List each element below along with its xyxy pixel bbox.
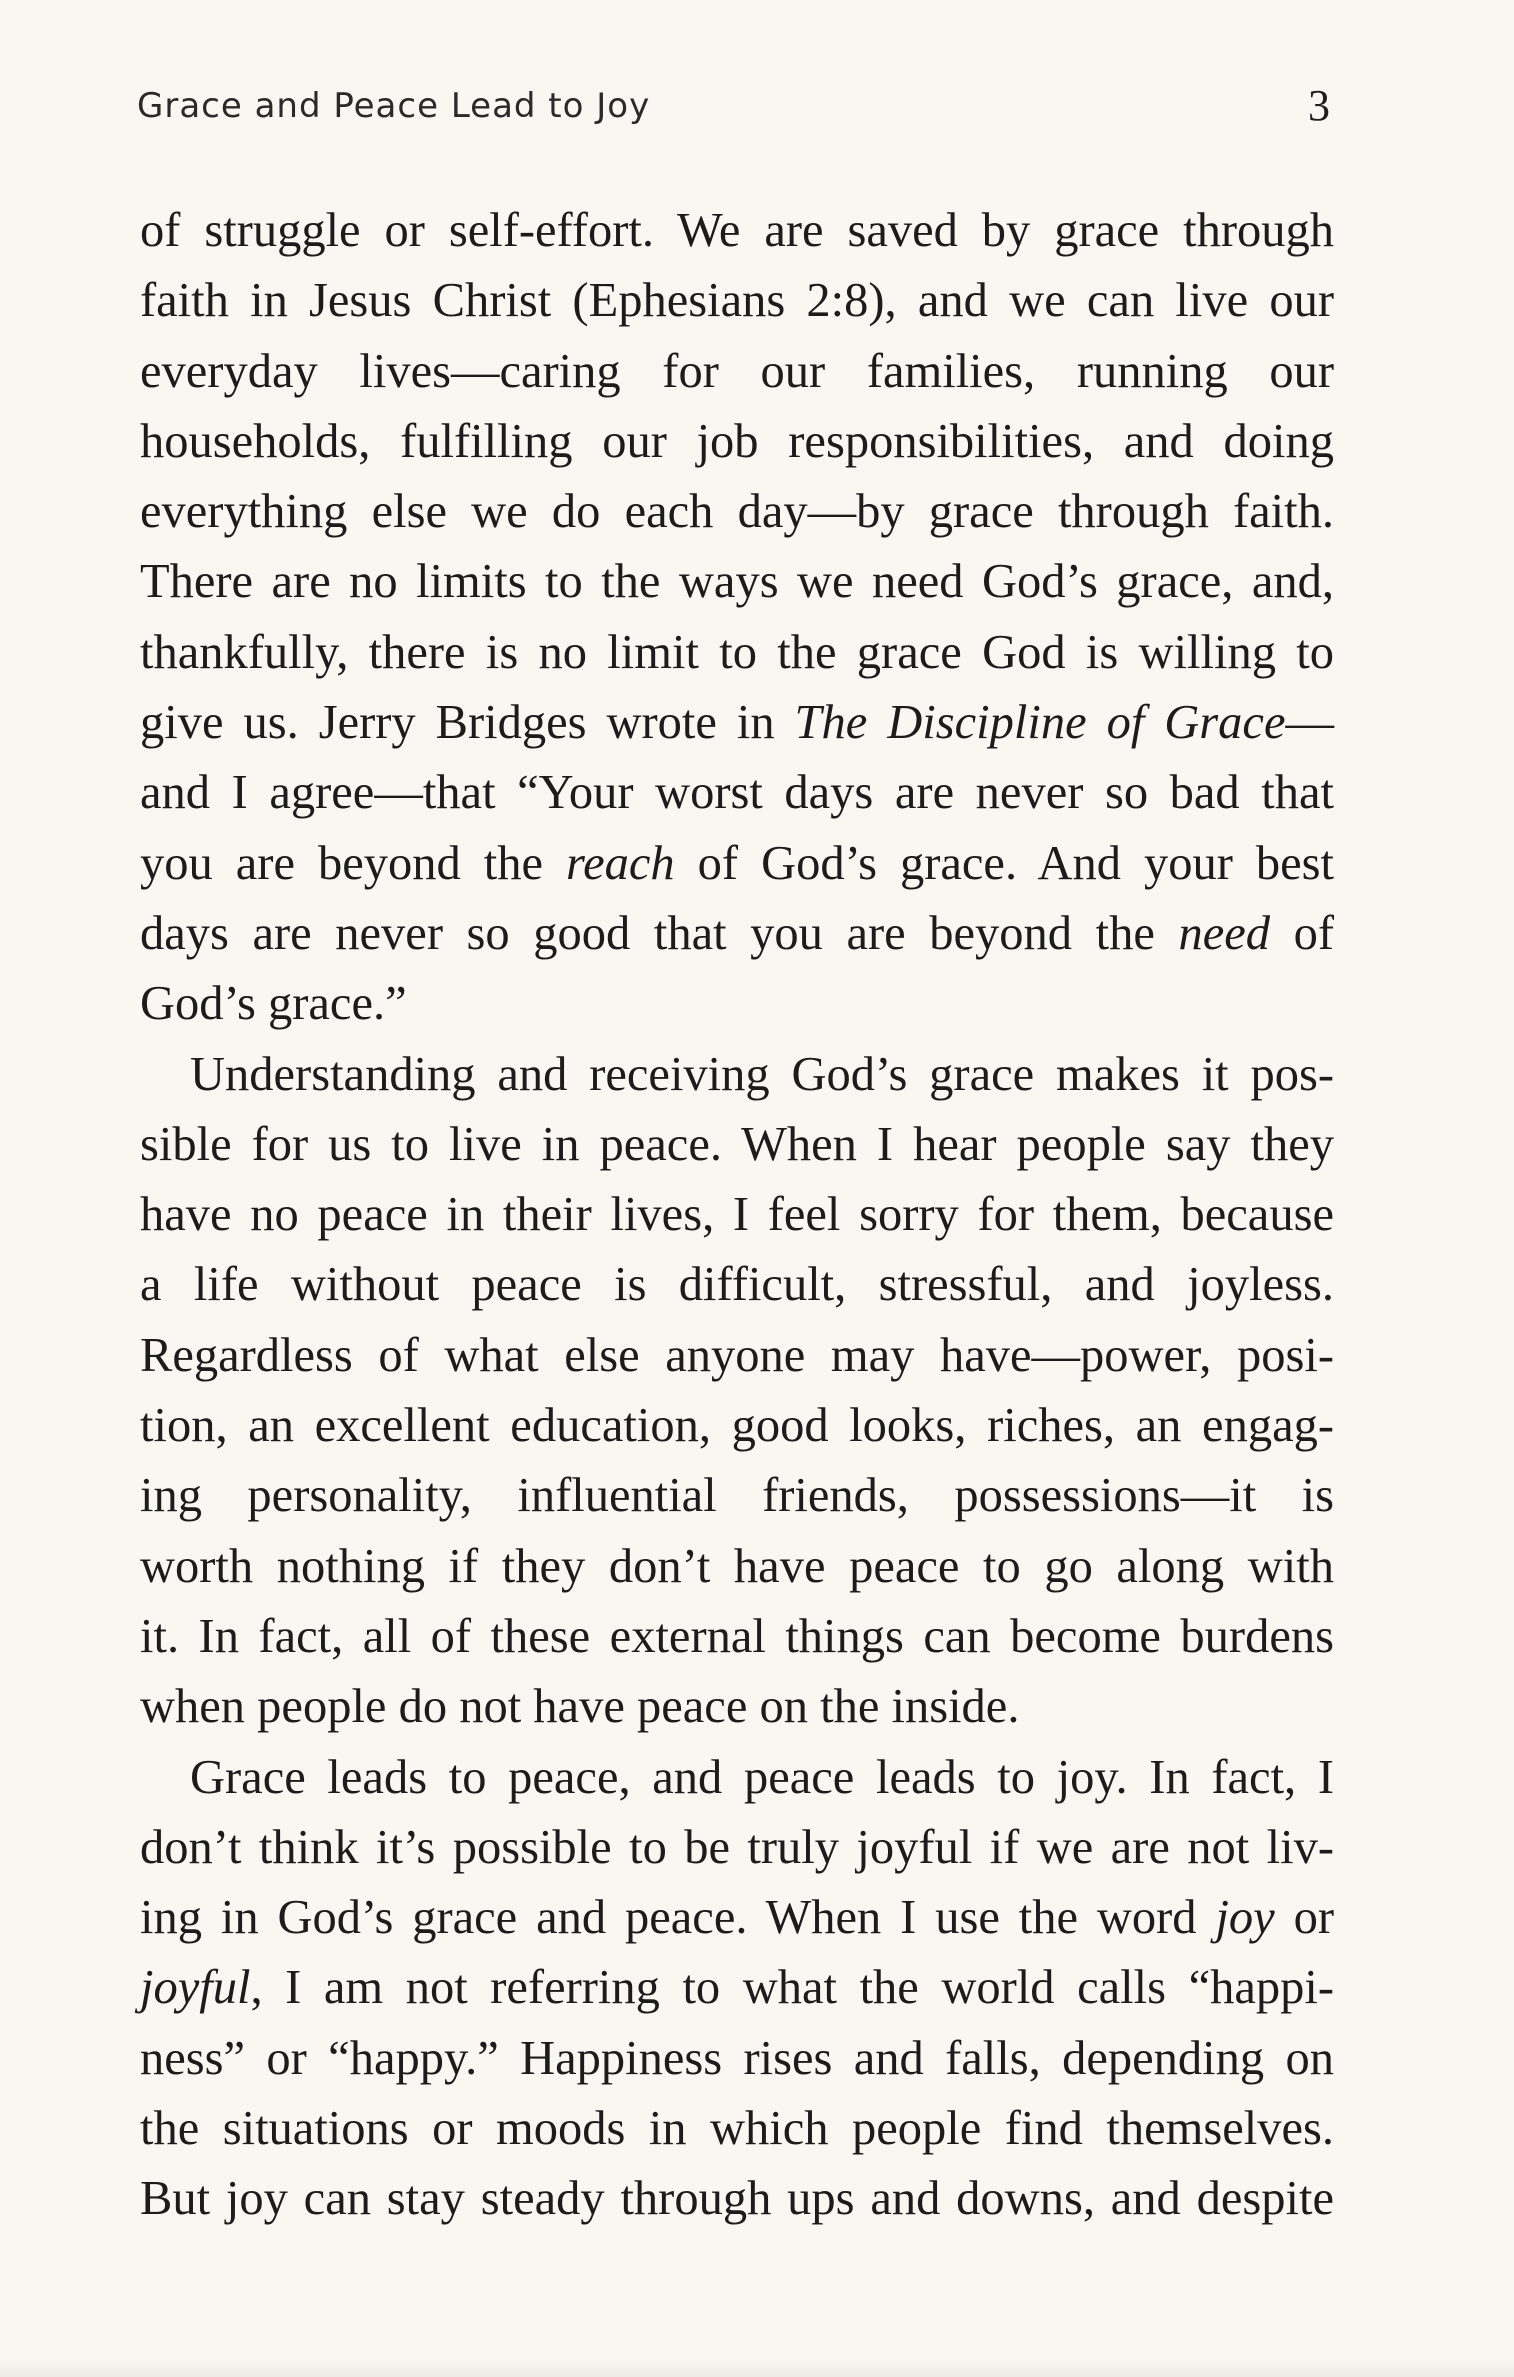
text-line: of struggle or self-effort. We are saved by grace through <box>140 204 1334 257</box>
text-line: the situations or moods in which people find themselves. <box>140 2102 1334 2156</box>
text-line: faith in Jesus Christ (Ephesians 2:8), and we can live our <box>140 274 1334 328</box>
paragraph-1 <box>140 196 1334 1040</box>
text-segment: days are never so good that you are beyond the <box>140 906 1179 960</box>
paragraph-3 <box>140 1743 1334 2235</box>
running-head-title: Grace and Peace Lead to Joy <box>137 86 651 126</box>
text-line: everyday lives—caring for our families, running our <box>140 344 1334 398</box>
text-segment: of God’s grace. And your best <box>674 836 1334 890</box>
text-segment: ing in God’s grace and peace. When I use the word <box>140 1891 1216 1945</box>
text-line <box>140 1953 1334 2023</box>
emphasis-italic: reach <box>566 836 675 890</box>
scan-bottom-edge <box>0 2359 1514 2377</box>
text-segment: , I am not referring to what the world calls “happi- <box>250 1961 1334 2015</box>
paragraph-2 <box>140 1040 1334 1743</box>
text-line: a life without peace is difficult, stressful, and joyless. <box>140 1258 1334 1312</box>
emphasis-italic: joyful <box>140 1961 251 2015</box>
text-line: sible for us to live in peace. When I hear people say they <box>140 1117 1334 1171</box>
text-line <box>140 899 1334 969</box>
text-line: ness” or “happy.” Happiness rises and falls, depending on <box>140 2031 1334 2085</box>
text-line: worth nothing if they don’t have peace to go along with <box>140 1539 1334 1593</box>
text-line: don’t think it’s possible to be truly joyful if we are not liv- <box>140 1820 1334 1874</box>
text-line <box>140 688 1334 758</box>
text-line: everything else we do each day—by grace through faith. <box>140 485 1334 539</box>
text-line: have no peace in their lives, I feel sorry for them, because <box>140 1188 1334 1242</box>
emphasis-italic: need <box>1178 906 1271 960</box>
text-line: Grace leads to peace, and peace leads to joy. In fact, I <box>190 1750 1334 1804</box>
text-segment: — <box>1285 696 1334 750</box>
text-line: households, fulfilling our job responsibilities, and doing <box>140 414 1334 468</box>
text-line: God’s grace.” <box>140 977 407 1031</box>
text-line: thankfully, there is no limit to the grace God is willing to <box>140 625 1334 679</box>
text-segment: or <box>1274 1891 1334 1945</box>
text-line: it. In fact, all of these external things can become burdens <box>140 1609 1334 1663</box>
text-line: ing personality, influential friends, possessions—it is <box>140 1469 1334 1523</box>
text-line: tion, an excellent education, good looks, riches, an engag- <box>140 1399 1334 1453</box>
body-text <box>140 196 1334 2235</box>
text-line <box>140 1883 1334 1953</box>
page-number: 3 <box>1308 81 1330 130</box>
text-segment: you are beyond the <box>140 836 567 890</box>
text-line: when people do not have peace on the inside. <box>140 1680 1020 1734</box>
emphasis-italic: joy <box>1215 1891 1275 1945</box>
text-line: But joy can stay steady through ups and downs, and despite <box>140 2172 1334 2226</box>
text-line: There are no limits to the ways we need God’s grace, and, <box>140 555 1334 609</box>
text-line: and I agree—that “Your worst days are never so bad that <box>140 766 1334 820</box>
book-title-italic: The Discipline of Grace <box>794 696 1286 750</box>
text-segment: of <box>1270 906 1334 960</box>
text-segment: give us. Jerry Bridges wrote in <box>140 696 795 750</box>
text-line: Regardless of what else anyone may have—power, posi- <box>140 1328 1334 1382</box>
text-line: Understanding and receiving God’s grace makes it pos- <box>190 1047 1334 1101</box>
text-line <box>140 829 1334 899</box>
